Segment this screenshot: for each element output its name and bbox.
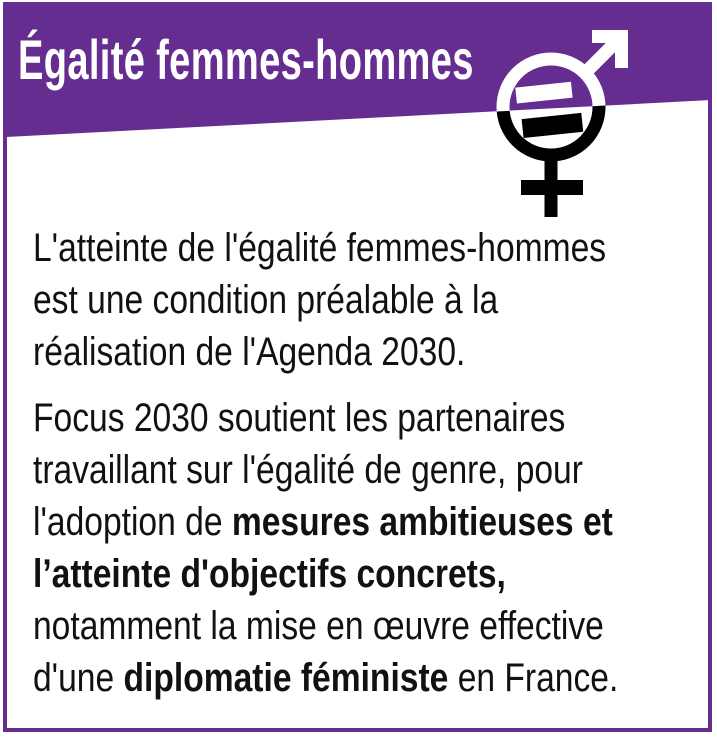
text-line (33, 274, 705, 326)
text-line (33, 496, 705, 548)
text-line (33, 326, 705, 378)
bold-text-run: l’atteinte d'objectifs concrets, (33, 552, 506, 596)
paragraph (33, 222, 705, 378)
text-run: notamment la mise en œuvre effective (33, 604, 604, 648)
text-run: L'atteinte de l'égalité femmes-hommes (33, 226, 607, 270)
text-run: d'une (33, 656, 124, 700)
text-line (33, 652, 705, 704)
body-text (33, 222, 705, 718)
text-line (33, 444, 705, 496)
text-run: en France. (448, 656, 619, 700)
gender-equality-icon (488, 20, 652, 230)
text-run: travaillant sur l'égalité de genre, pour (33, 448, 583, 492)
text-line (33, 548, 705, 600)
text-line (33, 600, 705, 652)
page-title: Égalité femmes-hommes (18, 28, 474, 91)
paragraph (33, 392, 705, 704)
text-run: l'adoption de (33, 500, 232, 544)
text-line (33, 392, 705, 444)
text-run: est une condition préalable à la (33, 278, 499, 322)
text-run: Focus 2030 soutient les partenaires (33, 396, 566, 440)
text-line (33, 222, 705, 274)
text-run: réalisation de l'Agenda 2030. (33, 330, 466, 374)
bold-text-run: diplomatie féministe (123, 656, 449, 700)
bold-text-run: mesures ambitieuses et (231, 500, 613, 544)
